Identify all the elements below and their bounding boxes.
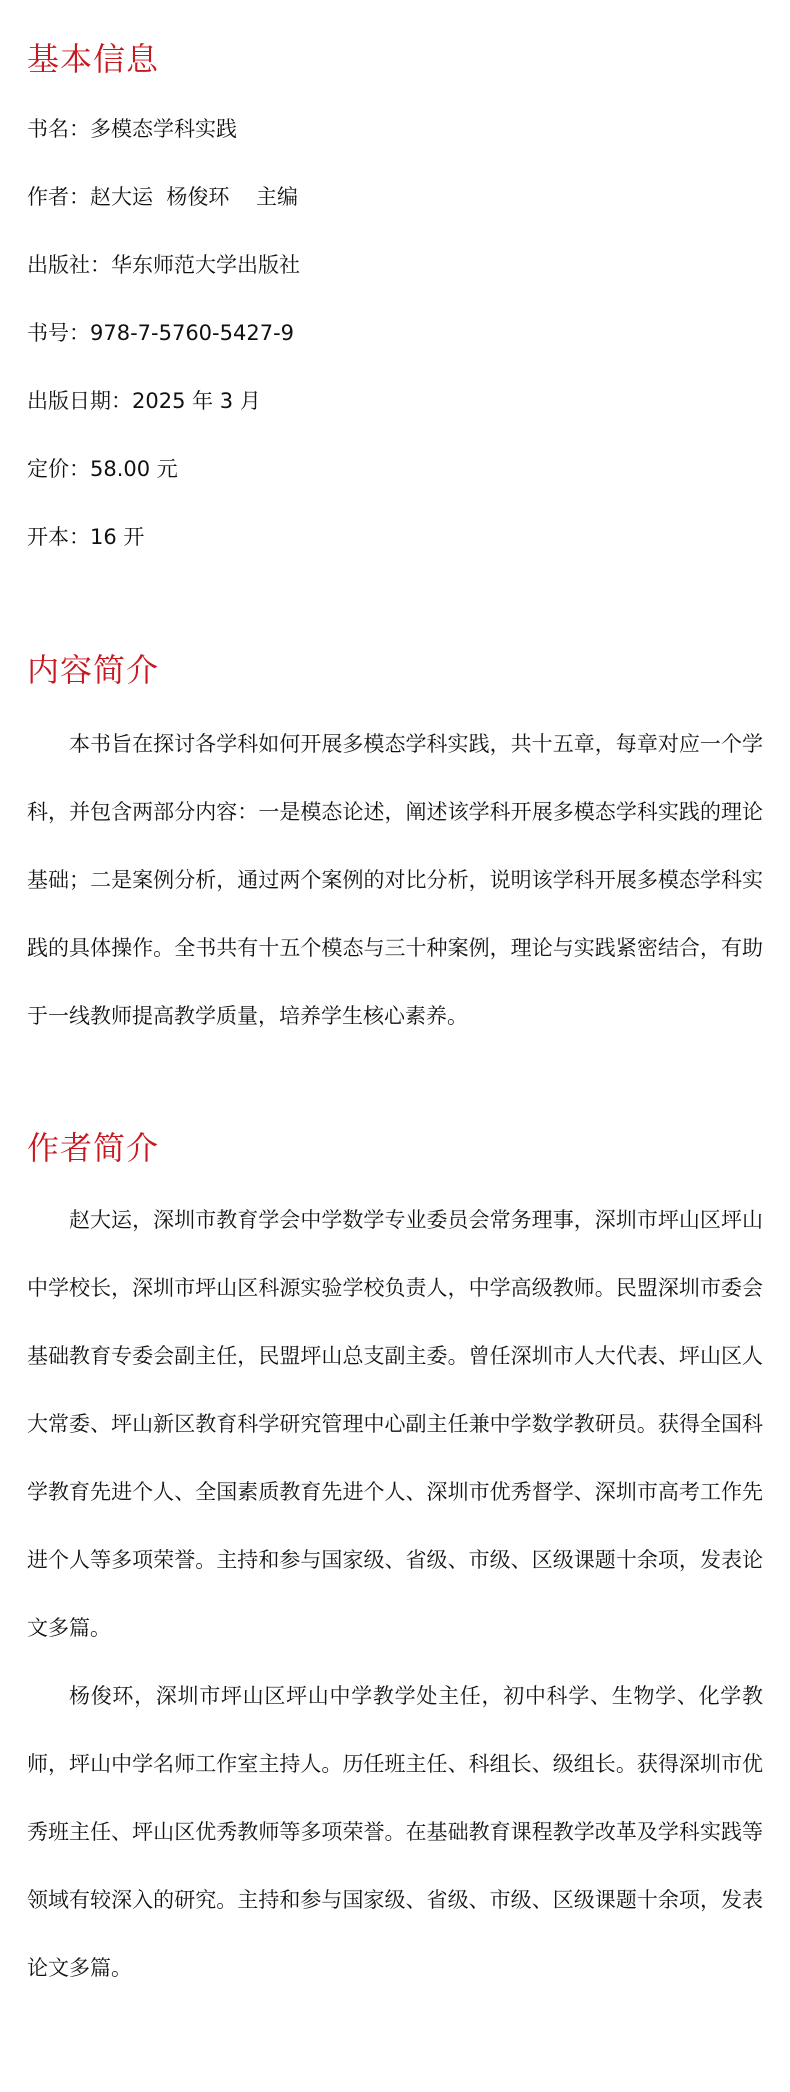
author-intro-paragraph-yang: 杨俊环，深圳市坪山区坪山中学教学处主任，初中科学、生物学、化学教师，坪山中学名师工作室主持人。历任班主任、科组长、级组长。获得深圳市优秀班主任、坪山区优秀教师等多项荣誉。在基础教育课程教学改革及学科实践等领域有较深入的研究。主持和参与国家级、省级、市级、区级课题十余项，发表论文多篇。 [27,1684,763,1980]
content-intro-paragraph: 本书旨在探讨各学科如何开展多模态学科实践，共十五章，每章对应一个学科，并包含两部分内容：一是模态论述，阐述该学科开展多模态学科实践的理论基础；二是案例分析，通过两个案例的对比分析，说明该学科开展多模态学科实践的具体操作。全书共有十五个模态与三十种案例，理论与实践紧密结合，有助于一线教师提高教学质量，培养学生核心素养。 [27,732,763,1028]
info-label: 书号： [27,321,90,345]
info-line-title [27,115,237,143]
info-label: 定价： [27,457,90,481]
info-value: 赵大运 杨俊环 主编 [90,185,299,209]
info-value: 16 开 [90,525,145,549]
author-intro-paragraph-zhao: 赵大运，深圳市教育学会中学数学专业委员会常务理事，深圳市坪山区坪山中学校长，深圳市坪山区科源实验学校负责人，中学高级教师。民盟深圳市委会基础教育专委会副主任，民盟坪山总支副主委。曾任深圳市人大代表、坪山区人大常委、坪山新区教育科学研究管理中心副主任兼中学数学教研员。获得全国科学教育先进个人、全国素质教育先进个人、深圳市优秀督学、深圳市高考工作先进个人等多项荣誉。主持和参与国家级、省级、市级、区级课题十余项，发表论文多篇。 [27,1208,763,1640]
section-title-author-intro: 作者简介 [27,1129,160,1167]
info-label: 书名： [27,117,90,141]
info-value: 58.00 元 [90,457,178,481]
info-line-isbn [27,319,294,347]
info-label: 作者： [27,185,90,209]
info-line-author [27,183,298,211]
content-intro-block [27,710,763,1050]
info-line-date [27,387,261,415]
info-line-price [27,455,178,483]
author-intro-block [27,1186,763,2002]
info-value: 华东师范大学出版社 [111,253,300,277]
info-line-format [27,523,144,551]
info-label: 出版社： [27,253,111,277]
info-value: 978-7-5760-5427-9 [90,321,295,345]
info-line-publisher [27,251,300,279]
section-title-basic-info: 基本信息 [27,40,160,78]
info-label: 出版日期： [27,389,132,413]
section-title-content-intro: 内容简介 [27,651,160,689]
info-value: 多模态学科实践 [90,117,237,141]
info-label: 开本： [27,525,90,549]
info-value: 2025 年 3 月 [132,389,261,413]
